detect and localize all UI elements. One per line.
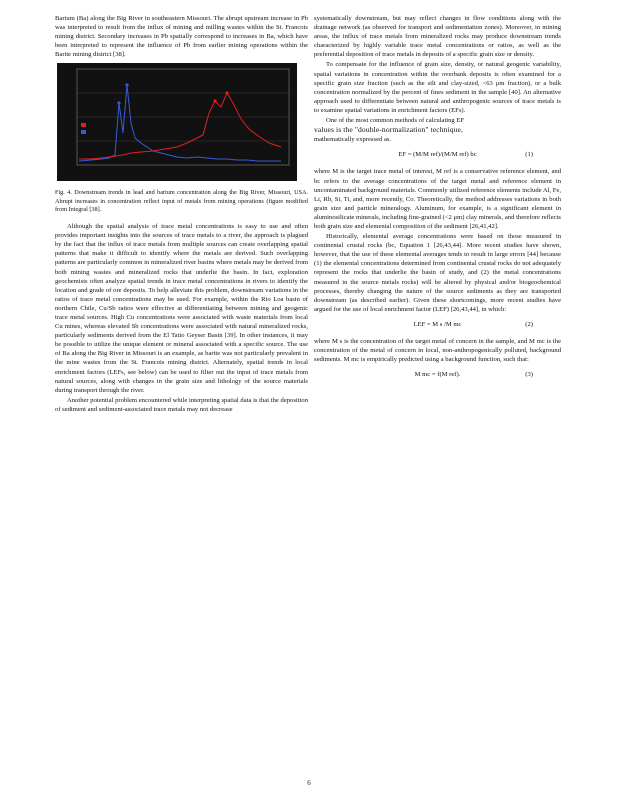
paragraph: where M s is the concentration of the target metal of concern in the sample, and M mc is the concentration of the metal of concern in local, non-anthropogenically polluted, background sediments. M mc is empirically predicted using a background function, such that:	[314, 338, 561, 364]
equation-text: LEF = M s /M mc	[413, 320, 462, 328]
series-blue-point	[125, 84, 128, 87]
legend-swatch-blue	[81, 130, 86, 134]
text-run: One of the most common methods of calculating EF	[326, 117, 465, 125]
legend-swatch-red	[81, 123, 86, 127]
equation-text: M mc = f(M ref).	[414, 371, 461, 379]
text-run: mathematically expressed as.	[314, 136, 392, 144]
series-blue-line	[79, 85, 281, 161]
paragraph: Another potential problem encountered while interpreting spatial data is that the deposition of sediment and sediment-associated trace metals may not decrease	[55, 396, 308, 413]
equation-text: EF = (M/M ref)/(M/M ref) bc	[398, 151, 477, 159]
paragraph: Historically, elemental average concentrations were based on those measured in continental crustal rocks (bc, Equation 1 [26,43,44]. More recent studies have shown, however, that the use of these elemental averages tends to result in large errors [44] because (1) the elemental concentrations determined from continental crustal rocks do not adequately represent the rocks that underlie the basin of study, and (2) the metal concentrations measured in the source metals rocks) will be altered by physical and/or biogeochemical processes, thereby changing the nature of the source sediments as they are transported downstream (as described earlier). Given these shortcomings, more recent studies have argued for the use of local enrichment factor (LEF) [26,43,44], in which:	[314, 233, 561, 313]
left-column	[55, 14, 308, 415]
equation-number: (2)	[525, 320, 533, 328]
paragraph: where M is the target trace metal of interest, M ref is a conservative reference element, and bc refers to the average concentrations of the target metal and reference element in uncontaminated background materials. Commonly utilized reference elements include Al, Fe, Li, Rb, Si, Ti, and, more recently, Co. Theoretically, the method addresses variations in both grain size and particle mineralogy. Aluminum, for example, is a significant element in aluminosilicate minerals, including fine-grained (<2 μm) clay minerals, and therefore reflects both grain size and elemental composition of the sediment [26,41,42].	[314, 168, 561, 230]
page-number: 6	[307, 779, 311, 787]
series-red-line	[79, 93, 281, 159]
chart-plot	[57, 63, 297, 181]
series-red-point	[213, 100, 216, 103]
equation-1	[314, 150, 561, 159]
text-run: values is the "double-normalization" technique,	[314, 125, 464, 135]
paragraph	[314, 116, 561, 144]
figure-4-chart	[57, 63, 297, 181]
equation-number: (1)	[525, 151, 533, 159]
paragraph: Although the spatial analysis of trace metal concentrations is easy to use and often provides important insights into the sources of trace metals to a river, the approach is plagued by the fact that the influx of trace metals from multiple sources can create overlapping spatial patterns that make it difficult to identify where the metals are derived. Such overlapping patterns are particularly common in mineralized river basins where metals may be derived from both mining wastes and mineralized rocks that underlie the basin. In fact, exploration geochemists often analyze spatial trends in trace metal concentrations in rivers to identify the location and grade of ore deposits. To help alleviate this problem, downstream variations in the ratios of trace metal concentrations may be used. For example, within the Rio Loa basin of northern Chile, Cu/Sb ratios were effective at differentiating between mining and geogenic trace metal sources. High Cu concentrations were associated with waste materials from local Cu mines, whereas elevated Sb concentrations were associated with natural mineralized rocks, particularly sediments derived from the El Tatio Geyser Basin [39]. In other instances, it may be possible to utilize the unique element or mineral associated with a specific source. The use of Ba along the Big River in Missouri is an example, as barite was not particularly prevalent in the mine wastes from the St. Francois mining district. Alternately, spatial trends in local enrichment factors (LEFs, see below) can be used to filter out the input of trace metals from natural sources, along with changes in the grain size and lithology of the source materials during transport through the river.	[55, 223, 308, 394]
series-red-point	[225, 92, 228, 95]
right-column	[314, 14, 561, 387]
paragraph: Barium (Ba) along the Big River in southeastern Missouri. The abrupt upstream increase in Pb was interpreted to result from the influx of mining and milling wastes within the St. Francois mining district. Secondary increases in Pb spatially correspond to increases in Ba, which have been interpreted to represent the influence of Pb from earlier mining operations within the Barite mining district [38].	[55, 15, 308, 59]
equation-2	[314, 320, 561, 329]
figure-caption: Fig. 4. Downstream trends in lead and barium concentration along the Big River, Missouri, USA. Abrupt increases in concentration reflect input of metals from mining operations (figure modified from Integral [38].	[55, 189, 308, 213]
paragraph: To compensate for the influence of grain size, density, or natural geogenic variability, spatial variations in concentration within the overbank deposits is often examined for a specific grain size fraction (such as the silt and clay-sized, <63 μm fraction), or a bulk concentration normalized by the percent of fines sediment in the sample [40]. An alternative approach used to differentiate between natural and anthropogenic sources of trace metals is to examine spatial variations in enrichment factors (EFs).	[314, 61, 561, 114]
equation-3	[314, 370, 561, 379]
equation-number: (3)	[525, 371, 533, 379]
series-blue-point	[117, 102, 120, 105]
paragraph: systematically downstream, but may reflect changes in flow conditions along with the drainage network (as observed for transport and sedimentation zones). Moreover, in mining areas, the influx of trace metals from mineralized rocks may produce downstream trends characterized by highly variable trace metal concentrations or ratios, as well as the preferential deposition of trace metals in deposits of a specific grain size or density.	[314, 15, 561, 59]
